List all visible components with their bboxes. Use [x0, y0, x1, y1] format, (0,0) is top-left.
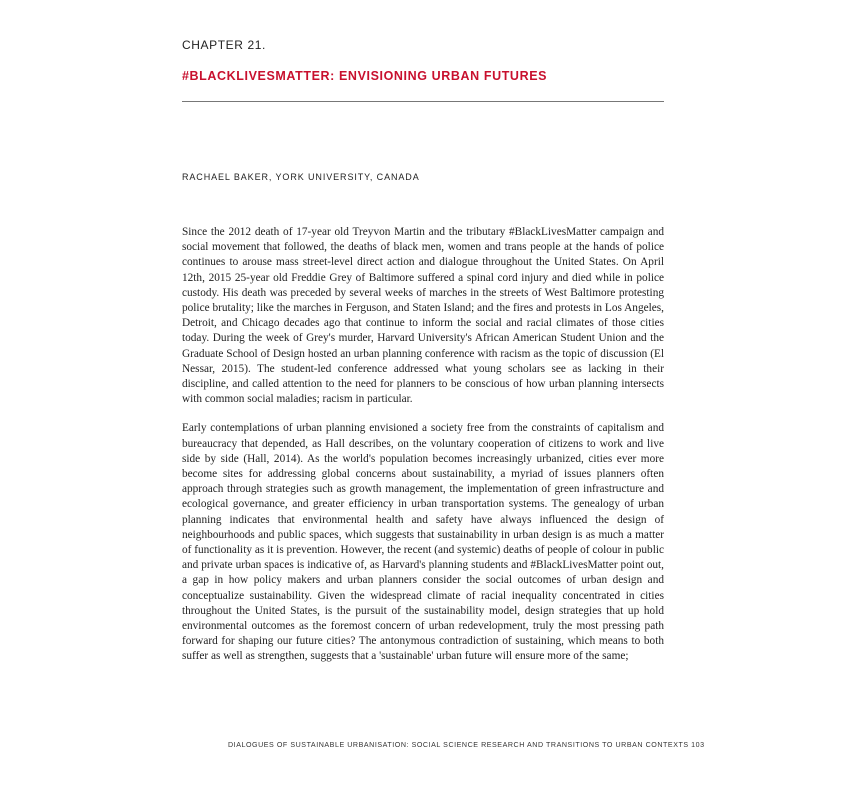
body-text — [182, 225, 664, 679]
chapter-number: CHAPTER 21. — [182, 38, 266, 52]
page-number: 103 — [691, 741, 705, 749]
running-title: DIALOGUES OF SUSTAINABLE URBANISATION: SOCIAL SCIENCE RESEARCH AND TRANSITIONS TO URBAN CONTEXTS — [228, 741, 689, 749]
chapter-title: #BLACKLIVESMATTER: ENVISIONING URBAN FUTURES — [182, 69, 548, 83]
title-divider — [182, 101, 664, 102]
author-line: RACHAEL BAKER, YORK UNIVERSITY, CANADA — [182, 172, 420, 182]
paragraph: Early contemplations of urban planning envisioned a society free from the constraints of capitalism and bureaucracy that depended, as Hall describes, on the voluntary cooperation of citizens to work and live side by side (Hall, 2014). As the world's population becomes increasingly urbanized, cities ever more become sites for addressing global concerns about sustainability, a myriad of issues planners often approach through strategies such as growth management, the implementation of green infrastructure and ecological governance, and greater efficiency in urban transportation systems. The genealogy of urban planning indicates that environmental health and safety have always influenced the design of neighbourhoods and public spaces, which suggests that sustainability in urban design is as much a matter of functionality as it is prevention. However, the recent (and systemic) deaths of people of colour in public and private urban spaces is indicative of, as Harvard's planning students and #BlackLivesMatter point out, a gap in how policy makers and urban planners consider the social outcomes of urban design and conceptualize sustainability. Given the widespread climate of racial inequality concentrated in cities throughout the United States, is the pursuit of the sustainability model, design strategies that up hold environmental outcomes as the foremost concern of urban redevelopment, truly the most pressing path forward for shaping our future cities? The antonymous contradiction of sustaining, which means to both suffer as well as strengthen, suggests that a 'sustainable' urban future will ensure more of the same; — [182, 422, 664, 663]
page-footer — [228, 741, 705, 749]
paragraph: Since the 2012 death of 17-year old Treyvon Martin and the tributary #BlackLivesMatter campaign and social movement that followed, the deaths of black men, women and trans people at the hands of police continues to arouse mass street-level direct action and dialogue throughout the United States. On April 12th, 2015 25-year old Freddie Grey of Baltimore suffered a spinal cord injury and died while in police custody. His death was preceded by several weeks of marches in the streets of West Baltimore protesting police brutality; like the marches in Ferguson, and Staten Island; and the fires and protests in Los Angeles, Detroit, and Chicago decades ago that continue to inform the social and racial climates of those cities today. During the week of Grey's murder, Harvard University's African American Student Union and the Graduate School of Design hosted an urban planning conference with racism as the topic of discussion (El Nessar, 2015). The student-led conference addressed what young scholars see as lacking in their discipline, and called attention to the need for planners to be conscious of how urban planning intersects with common social maladies; racism in particular. — [182, 226, 664, 406]
